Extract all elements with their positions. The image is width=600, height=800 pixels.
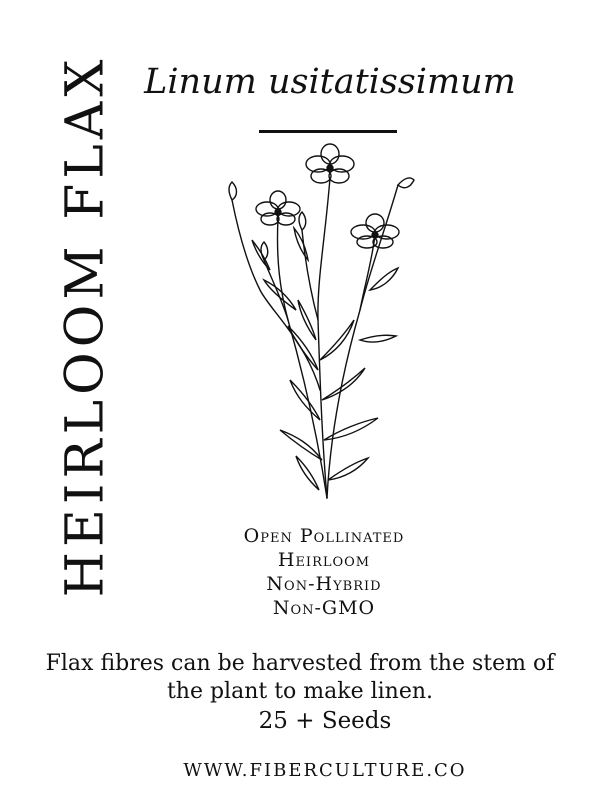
attribute-heirloom: Heirloom	[277, 549, 371, 571]
attribute-non-hybrid: Non-Hybrid	[266, 573, 382, 595]
description: Flax fibres can be harvested from the stem of the plant to make linen.	[45, 651, 555, 704]
attribute-list	[200, 524, 448, 620]
attribute-open-pollinated: Open Pollinated	[243, 525, 405, 547]
website-url: WWW.FIBERCULTURE.CO	[183, 760, 467, 781]
vertical-title	[55, 54, 115, 598]
flax-plant-illustration	[210, 140, 440, 510]
latin-name: Linum usitatissimum	[144, 62, 516, 102]
attribute-non-gmo: Non-GMO	[272, 597, 376, 619]
product-title: HEIRLOOM FLAX	[55, 54, 115, 598]
seed-count: 25 + Seeds	[258, 708, 392, 734]
divider-rule	[259, 130, 397, 133]
